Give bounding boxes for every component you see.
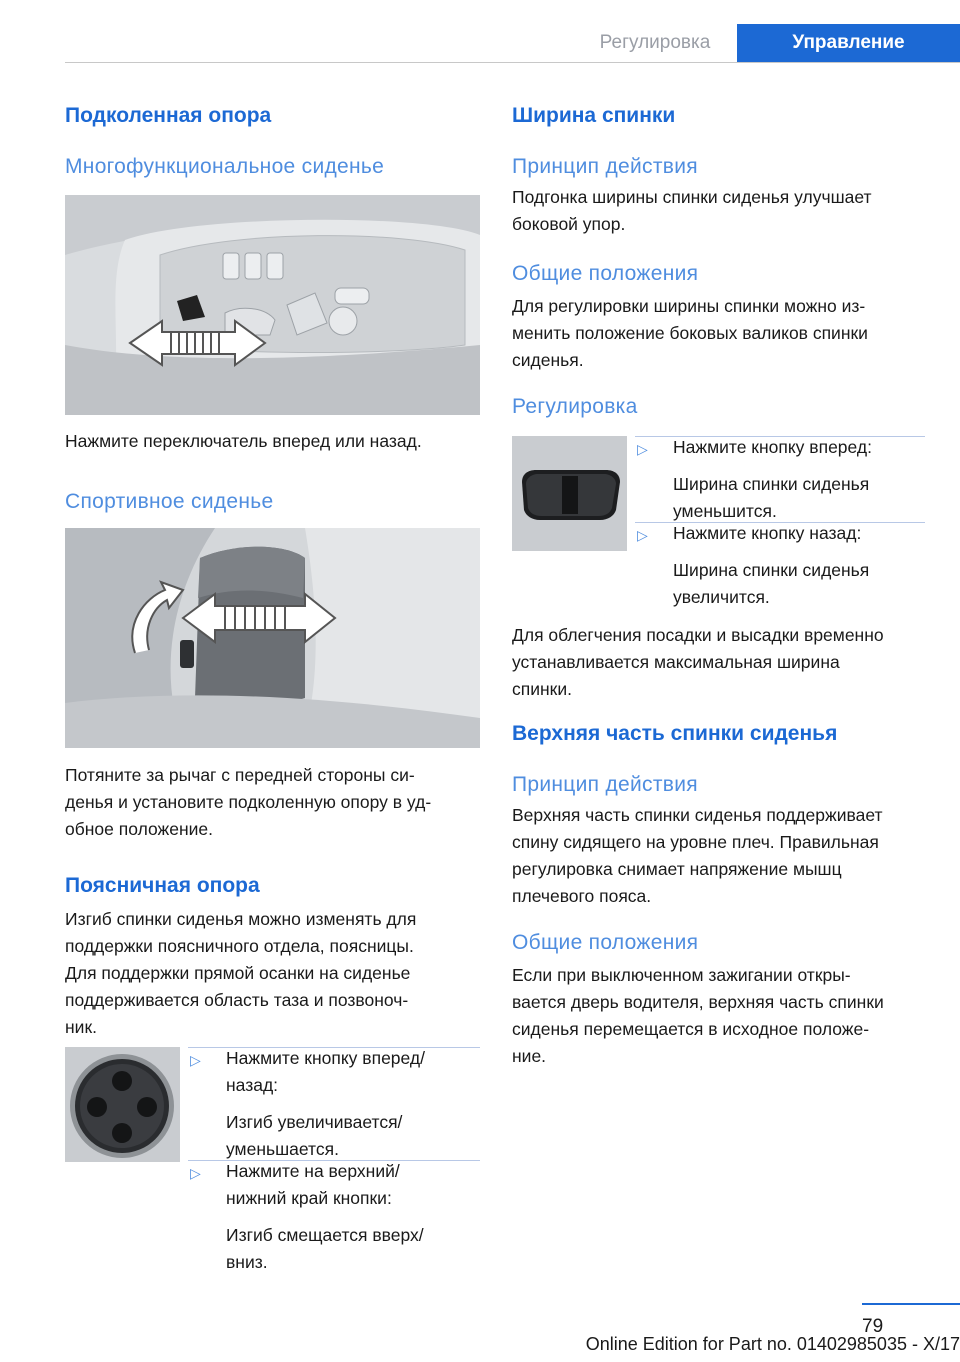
heading-sport-seat: Спортивное сиденье [65, 490, 274, 513]
lumbar-step-2 [226, 1158, 480, 1276]
footer-rule [862, 1303, 960, 1305]
multifunction-seat-photo [65, 195, 480, 415]
heading-backrest-width: Ширина спинки [512, 104, 676, 127]
lumbar-step-2-action: Нажмите на верхний/ [226, 1161, 400, 1181]
page-number: 79 [862, 1316, 884, 1337]
general2-line: вается дверь водителя, верхняя часть спинки [512, 992, 884, 1012]
sport-seat-line: Потяните за рычаг с передней стороны си- [65, 765, 415, 785]
lumbar-step-1-action: Нажмите кнопку вперед/ [226, 1048, 425, 1068]
heading-principle-2: Принцип действия [512, 773, 698, 796]
principle2-line: спину сидящего на уровне плеч. Правильная [512, 832, 879, 852]
principle-text [512, 184, 932, 238]
principle-line: Подгонка ширины спинки сиденья улучшает [512, 187, 872, 207]
entry-line: устанавливается максимальная ширина [512, 652, 840, 672]
general-line: Для регулировки ширины спинки можно из- [512, 296, 866, 316]
lumbar-step-2-action: нижний край кнопки: [226, 1188, 392, 1208]
width-step-1-result: уменьшится. [673, 501, 777, 521]
multifunction-seat-text: Нажмите переключатель вперед или назад. [65, 431, 422, 451]
principle2-text [512, 802, 942, 910]
lumbar-step-2-result: Изгиб смещается вверх/ [226, 1225, 424, 1245]
header-section-tab: Регулировка [599, 32, 711, 53]
lumbar-button-photo [65, 1047, 180, 1162]
entry-line: Для облегчения посадки и высадки временно [512, 625, 884, 645]
width-step-1 [673, 434, 933, 525]
width-step-1-action: Нажмите кнопку вперед: [673, 437, 872, 457]
heading-principle: Принцип действия [512, 155, 698, 178]
general2-text [512, 962, 942, 1070]
edition-footer: Online Edition for Part no. 01402985035 - X/17 [585, 1334, 960, 1354]
general2-line: Если при выключенном зажигании откры- [512, 965, 851, 985]
principle2-line: Верхняя часть спинки сиденья поддерживает [512, 805, 883, 825]
width-step-2 [673, 520, 933, 611]
width-button-photo [512, 436, 627, 551]
general-text [512, 293, 932, 374]
sport-seat-line: денья и установите подколенную опору в уд- [65, 792, 432, 812]
lumbar-step-1-result: Изгиб увеличивается/ [226, 1112, 403, 1132]
lumbar-step-1-action: назад: [226, 1075, 279, 1095]
lumbar-line: Изгиб спинки сиденья можно изменять для [65, 909, 417, 929]
bullet-triangle-icon: ▷ [190, 1052, 201, 1068]
lumbar-line: поддерживается область таза и позвоноч- [65, 990, 409, 1010]
sport-seat-text [65, 762, 480, 843]
heading-lumbar-support: Поясничная опора [65, 874, 260, 897]
lumbar-line: Для поддержки прямой осанки на сиденье [65, 963, 411, 983]
lumbar-line: поддержки поясничного отдела, поясницы. [65, 936, 414, 956]
bullet-triangle-icon: ▷ [637, 527, 648, 543]
sport-seat-photo [65, 528, 480, 748]
entry-text [512, 622, 942, 703]
width-step-1-result: Ширина спинки сиденья [673, 474, 870, 494]
heading-upper-backrest: Верхняя часть спинки сиденья [512, 722, 838, 745]
general-line: сиденья. [512, 350, 584, 370]
entry-line: спинки. [512, 679, 572, 699]
header-rule [65, 62, 960, 63]
lumbar-text [65, 906, 480, 1041]
principle2-line: регулировка снимает напряжение мышц [512, 859, 842, 879]
heading-general: Общие положения [512, 262, 699, 285]
lumbar-step-1-result: уменьшается. [226, 1139, 339, 1159]
lumbar-step-1 [226, 1045, 480, 1163]
heading-adjustment: Регулировка [512, 395, 638, 418]
heading-multifunction-seat: Многофункциональное сиденье [65, 155, 385, 178]
general2-line: ние. [512, 1046, 547, 1066]
width-step-2-result: Ширина спинки сиденья [673, 560, 870, 580]
heading-general-2: Общие положения [512, 931, 699, 954]
width-step-2-result: увеличится. [673, 587, 770, 607]
lumbar-step-2-result: вниз. [226, 1252, 268, 1272]
general-line: менить положение боковых валиков спинки [512, 323, 868, 343]
bullet-triangle-icon: ▷ [190, 1165, 201, 1181]
header-chapter-tab: Управление [737, 24, 960, 62]
general2-line: сиденья перемещается в исходное положе- [512, 1019, 870, 1039]
sport-seat-line: обное положение. [65, 819, 213, 839]
lumbar-line: ник. [65, 1017, 97, 1037]
principle-line: боковой упор. [512, 214, 626, 234]
bullet-triangle-icon: ▷ [637, 441, 648, 457]
width-step-2-action: Нажмите кнопку назад: [673, 523, 862, 543]
principle2-line: плечевого пояса. [512, 886, 652, 906]
heading-knee-support: Подколенная опора [65, 104, 272, 127]
